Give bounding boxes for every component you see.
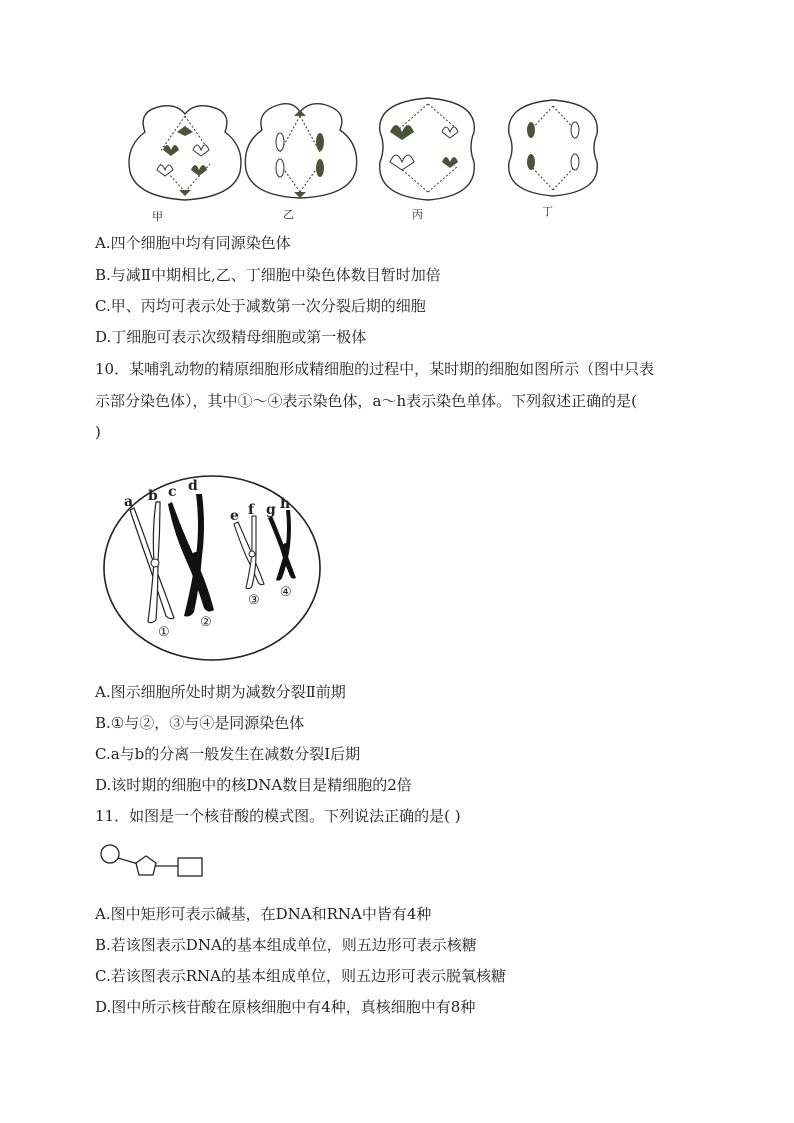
- chromatid-label-g: g: [266, 502, 276, 518]
- q11-option-c: C.若该图表示RNA的基本组成单位，则五边形可表示脱氧核糖: [95, 967, 506, 985]
- chromatid-label-h: h: [280, 496, 291, 512]
- chromosome-label-1: ①: [158, 625, 170, 640]
- q9-option-c: C.甲、丙均可表示处于减数第一次分裂后期的细胞: [95, 297, 426, 315]
- q10-stem-line2: 示部分染色体），其中①～④表示染色体，a～h表示染色单体。下列叙述正确的是(: [95, 392, 637, 410]
- cell-jia: [129, 106, 241, 200]
- chromatid-label-f: f: [248, 502, 255, 518]
- chromatid-label-d: d: [188, 478, 198, 494]
- chromatid-label-a: a: [124, 494, 134, 510]
- q10-option-c: C.a与b的分离一般发生在减数分裂Ⅰ后期: [95, 745, 361, 763]
- base-rectangle: [178, 858, 202, 876]
- q10-stem-line3: ): [95, 423, 101, 441]
- q11-nucleotide-figure: [98, 838, 213, 893]
- cell-label-bing: 丙: [412, 208, 423, 221]
- q10-option-b: B.①与②，③与④是同源染色体: [95, 714, 305, 732]
- cell-label-yi: 乙: [283, 208, 294, 221]
- q9-option-b: B.与减Ⅱ中期相比,乙、丁细胞中染色体数目暂时加倍: [95, 266, 441, 284]
- q10-stem-line1: 10．某哺乳动物的精原细胞形成精细胞的过程中，某时期的细胞如图所示（图中只表: [95, 360, 655, 378]
- q11-stem: 11．如图是一个核苷酸的模式图。下列说法正确的是( ): [95, 807, 461, 825]
- q10-option-d: D.该时期的细胞中的核DNA数目是精细胞的2倍: [95, 776, 412, 794]
- q11-option-d: D.图中所示核苷酸在原核细胞中有4种，真核细胞中有8种: [95, 998, 476, 1016]
- chromosome-label-2: ②: [200, 615, 212, 630]
- q10-option-a: A.图示细胞所处时期为减数分裂Ⅱ前期: [95, 683, 346, 701]
- q11-option-b: B.若该图表示DNA的基本组成单位，则五边形可表示核糖: [95, 936, 477, 954]
- cell-bing: [380, 98, 475, 200]
- q9-option-d: D.丁细胞可表示次级精母细胞或第一极体: [95, 328, 367, 346]
- cell-label-jia: 甲: [152, 210, 163, 223]
- sugar-pentagon: [136, 856, 156, 875]
- q9-cells-figure: [100, 92, 600, 232]
- cell-label-ding: 丁: [542, 205, 553, 218]
- chromosome-label-4: ④: [280, 585, 292, 600]
- chromatid-label-c: c: [168, 484, 177, 500]
- q9-option-a: A.四个细胞中均有同源染色体: [95, 234, 291, 252]
- cell-ding: [509, 100, 598, 196]
- cell-yi: [245, 104, 356, 198]
- q10-chromosome-figure: [100, 470, 330, 670]
- phosphate-circle: [101, 845, 119, 863]
- chromosome-label-3: ③: [248, 593, 260, 608]
- chromatid-label-e: e: [230, 508, 239, 524]
- q11-option-a: A.图中矩形可表示碱基，在DNA和RNA中皆有4种: [95, 905, 432, 923]
- chromatid-label-b: b: [148, 488, 158, 504]
